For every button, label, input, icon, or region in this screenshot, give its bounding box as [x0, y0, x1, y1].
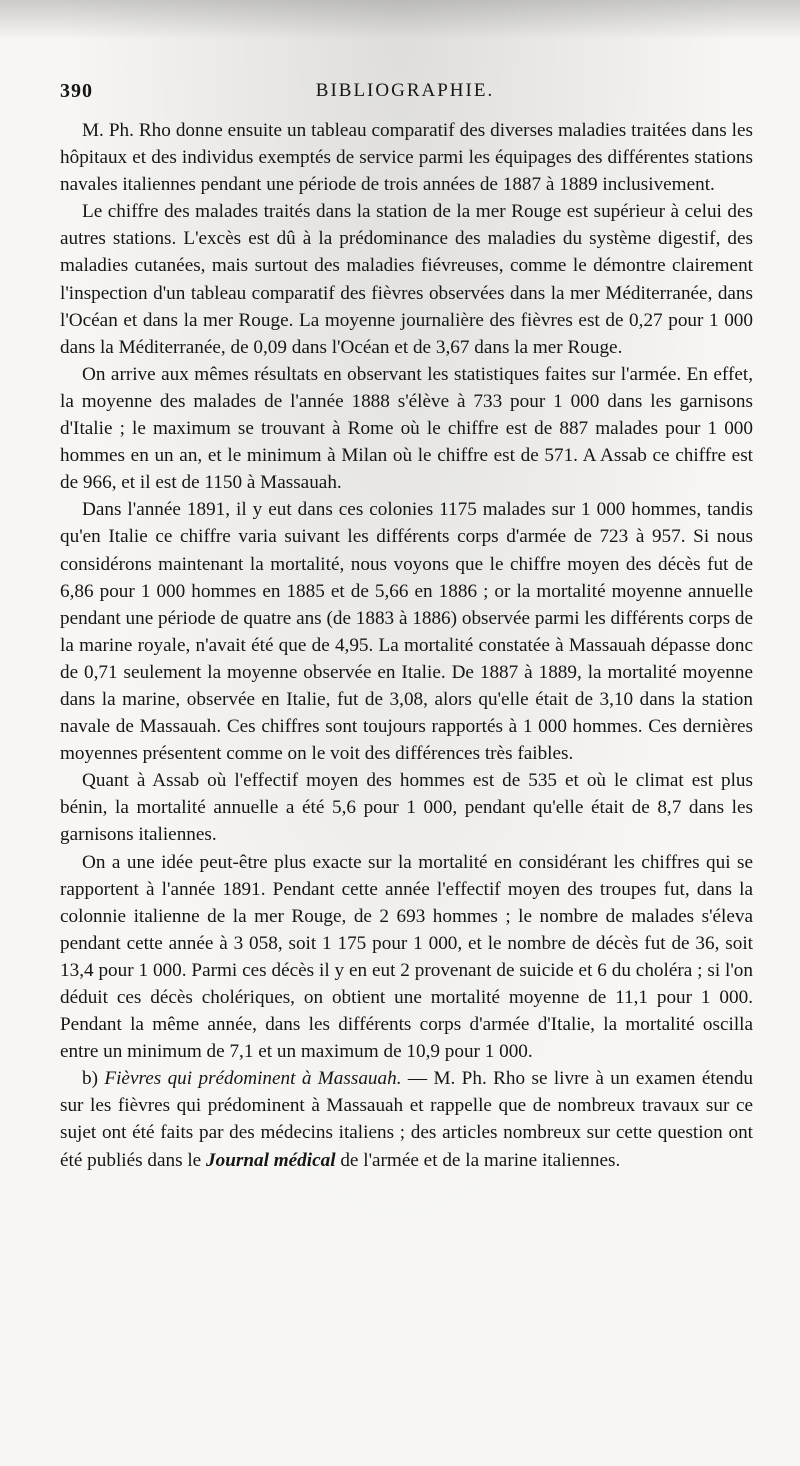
paragraph: M. Ph. Rho donne ensuite un tableau comparatif des diverses maladies traitées dans les hôpitaux et des individus exemptés de service parmi les équipages des différentes stations navales italiennes pendant une période de trois années de 1887 à 1889 inclusivement.	[60, 120, 753, 196]
section-b-heading: Fièvres qui prédominent à Massauah.	[104, 1068, 402, 1090]
section-b-text-end: de l'armée et de la marine italiennes.	[335, 1149, 621, 1171]
page-edge-shadow	[0, 0, 800, 40]
body-text	[60, 117, 753, 1174]
paragraph: Dans l'année 1891, il y eut dans ces colonies 1175 malades sur 1 000 hommes, tandis qu'en Italie ce chiffre varia suivant les différents corps d'armée de 723 à 957. Si nous considérons maintenant la mortalité, nous voyons que le chiffre moyen des décès fut de 6,86 pour 1 000 hommes en 1885 et de 5,66 en 1886 ; or la mortalité moyenne annuelle pendant une période de quatre ans (de 1883 à 1886) observée parmi les différents corps de la marine royale, n'avait été que de 4,95. La mortalité constatée à Massauah dépasse donc de 0,71 seulement la moyenne observée en Italie. De 1887 à 1889, la mortalité moyenne dans la marine, observée en Italie, fut de 3,08, alors qu'elle était de 3,10 dans la station navale de Massauah. Ces chiffres sont toujours rapportés à 1 000 hommes. Ces dernières moyennes présentent comme on le voit des différences très faibles.	[60, 499, 753, 765]
journal-title: Journal médical	[206, 1149, 336, 1171]
paragraph: Le chiffre des malades traités dans la station de la mer Rouge est supérieur à celui des autres stations. L'excès est dû à la prédominance des maladies du système digestif, des maladies cutanées, mais surtout des maladies fiévreuses, comme le démontre clairement l'inspection d'un tableau comparatif des fièvres observées dans la mer Méditerranée, dans l'Océan et dans la mer Rouge. La moyenne journalière des fièvres est de 0,27 pour 1 000 dans la Méditerranée, de 0,09 dans l'Océan et de 3,67 dans la mer Rouge.	[60, 201, 753, 358]
running-head	[60, 80, 750, 106]
paragraph: Quant à Assab où l'effectif moyen des hommes est de 535 et où le climat est plus bénin, la mortalité annuelle a été 5,6 pour 1 000, pendant qu'elle était de 8,7 dans les garnisons italiennes.	[60, 770, 753, 846]
section-b-prefix: b)	[82, 1068, 105, 1090]
running-title: BIBLIOGRAPHIE.	[315, 80, 495, 101]
paragraph: On arrive aux mêmes résultats en observant les statistiques faites sur l'armée. En effet, la moyenne des malades de l'année 1888 s'élève à 733 pour 1 000 dans les garnisons d'Italie ; le maximum se trouvant à Rome où le chiffre est de 887 malades pour 1 000 hommes en un an, et le minimum à Milan où le chiffre est de 571. A Assab ce chiffre est de 966, et il est de 1150 à Massauah.	[60, 363, 753, 494]
section-b-paragraph	[60, 1065, 753, 1173]
page-number: 390	[60, 80, 93, 102]
section-b-text: — M. Ph. Rho se livre à un examen étendu sur les fièvres qui prédominent à Massauah et rappelle que de nombreux travaux sur ce sujet ont été faits par des médecins italiens ; des articles nombreux sur cette question ont été publiés dans le	[60, 1068, 754, 1171]
paragraph: On a une idée peut-être plus exacte sur la mortalité en considérant les chiffres qui se rapportent à l'année 1891. Pendant cette année l'effectif moyen des troupes fut, dans la colonnie italienne de la mer Rouge, de 2 693 hommes ; le nombre de malades s'éleva pendant cette année à 3 058, soit 1 175 pour 1 000, et le nombre de décès fut de 36, soit 13,4 pour 1 000. Parmi ces décès il y en eut 2 provenant de suicide et 6 du choléra ; si l'on déduit ces décès cholériques, on obtient une mortalité moyenne de 11,1 pour 1 000. Pendant la même année, dans les différents corps d'armée d'Italie, la mortalité oscilla entre un minimum de 7,1 et un maximum de 10,9 pour 1 000.	[60, 851, 753, 1063]
